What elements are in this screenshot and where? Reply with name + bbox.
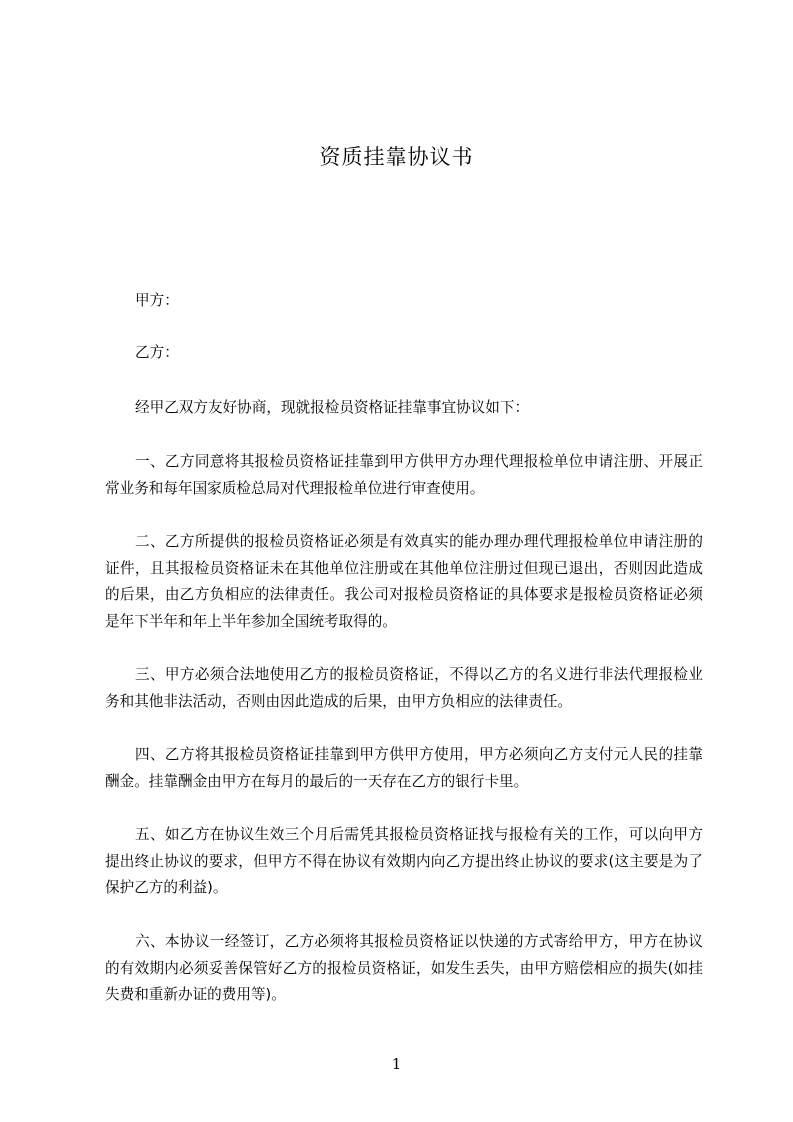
clause-4: 四、乙方将其报检员资格证挂靠到甲方供甲方使用，甲方必须向乙方支付元人民的挂靠酬金。挂靠酬金由甲方在每月的最后的一天存在乙方的银行卡里。 <box>105 746 703 790</box>
document-title: 资质挂靠协议书 <box>319 145 474 169</box>
clause-6: 六、本协议一经签订，乙方必须将其报检员资格证以快递的方式寄给甲方，甲方在协议的有效期内必须妥善保管好乙方的报检员资格证，如发生丢失，由甲方赔偿相应的损失(如挂失费和重新办证的费用等)。 <box>105 933 703 1003</box>
page-number: 1 <box>391 1055 402 1073</box>
party-a-label: 甲方： <box>135 292 179 309</box>
clause-1: 一、乙方同意将其报检员资格证挂靠到甲方供甲方办理代理报检单位申请注册、开展正常业务和每年国家质检总局对代理报检单位进行审查使用。 <box>105 453 703 497</box>
clause-2: 二、乙方所提供的报检员资格证必须是有效真实的能办理办理代理报检单位申请注册的证件，且其报检员资格证未在其他单位注册或在其他单位注册过但现已退出，否则因此造成的后果，由乙方负相应的法律责任。我公司对报检员资格证的具体要求是报检员资格证必须是年下半年和年上半年参加全国统考取得的。 <box>105 533 703 630</box>
clause-5: 五、如乙方在协议生效三个月后需凭其报检员资格证找与报检有关的工作，可以向甲方提出终止协议的要求，但甲方不得在协议有效期内向乙方提出终止协议的要求(这主要是为了保护乙方的利益)。 <box>105 826 703 896</box>
intro-paragraph: 经甲乙双方友好协商，现就报检员资格证挂靠事宜协议如下： <box>135 399 530 416</box>
clause-3: 三、甲方必须合法地使用乙方的报检员资格证，不得以乙方的名义进行非法代理报检业务和其他非法活动，否则由因此造成的后果，由甲方负相应的法律责任。 <box>105 666 703 710</box>
party-b-label: 乙方： <box>135 344 179 361</box>
